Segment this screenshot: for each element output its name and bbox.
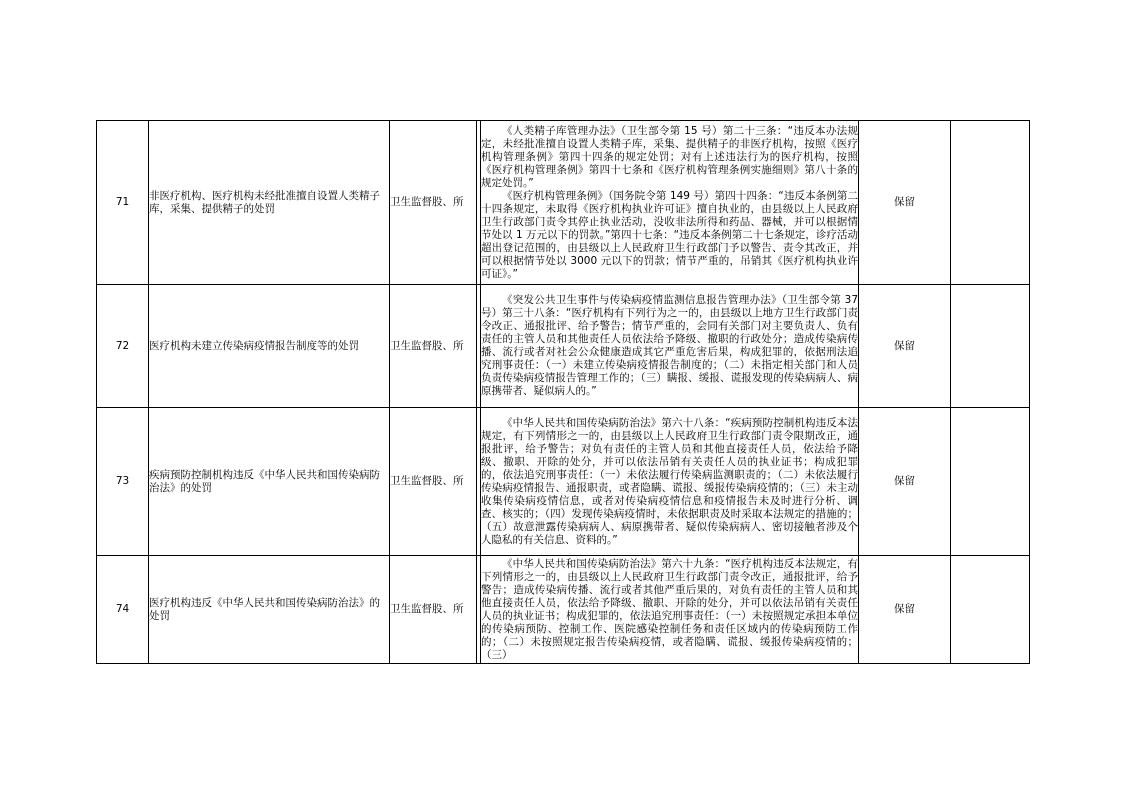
table-row <box>97 408 1030 556</box>
remarks-cell <box>951 285 1030 408</box>
basis-paragraph: 《医疗机构管理条例》（国务院令第 149 号）第四十四条：“违反本条例第二十四条规定，未取得《医疗机构执业许可证》擅自执业的，由县级以上人民政府卫生行政部门责令其停止执业活动，没收非法所得和药品、器械，并可以根据情节处以 1 万元以下的罚款。”第四十七条：“违反本条例第二十七条规定，诊疗活动超出登记范围的，由县级以上人民政府卫生行政部门予以警告、责令其改正，并可以根据情节处以 3000 元以下的罚款；情节严重的，吊销其《医疗机构执业许可证》。” <box>481 189 858 280</box>
status-cell: 保留 <box>859 556 951 664</box>
row-number: 72 <box>97 285 149 408</box>
basis-paragraph: 《中华人民共和国传染病防治法》第六十九条：“医疗机构违反本法规定，有下列情形之一的，由县级以上人民政府卫生行政部门责令改正，通报批评，给予警告；造成传染病传播、流行或者其他严重后果的，对负有责任的主管人员和其他直接责任人员，依法给予降级、撤职、开除的处分，并可以依法吊销有关责任人员的执业证书；构成犯罪的，依法追究刑事责任：（一）未按照规定承担本单位的传染病预防、控制工作、医院感染控制任务和责任区域内的传染病预防工作的；（二）未按照规定报告传染病疫情，或者隐瞒、谎报、缓报传染病疫情的；（三） <box>481 557 858 661</box>
item-name: 非医疗机构、医疗机构未经批准擅自设置人类精子库，采集、提供精子的处罚 <box>149 121 390 285</box>
item-name: 疾病预防控制机构违反《中华人民共和国传染病防治法》的处罚 <box>149 408 390 556</box>
remarks-cell <box>951 121 1030 285</box>
legal-basis <box>481 556 859 664</box>
row-number: 71 <box>97 121 149 285</box>
status-cell: 保留 <box>859 121 951 285</box>
department: 卫生监督股、所 <box>390 408 477 556</box>
legal-basis <box>481 121 859 285</box>
item-name: 医疗机构未建立传染病疫情报告制度等的处罚 <box>149 285 390 408</box>
table-row <box>97 556 1030 664</box>
department: 卫生监督股、所 <box>390 285 477 408</box>
row-number: 73 <box>97 408 149 556</box>
document-table <box>96 120 1030 664</box>
basis-paragraph: 《突发公共卫生事件与传染病疫情监测信息报告管理办法》（卫生部令第 37 号）第三十八条：“医疗机构有下列行为之一的，由县级以上地方卫生行政部门责令改正、通报批评、给予警告；情节严重的，会同有关部门对主要负责人、负有责任的主管人员和其他责任人员依法给予降级、撤职的行政处分；造成传染病传播、流行或者对社会公众健康造成其它严重危害后果，构成犯罪的，依据刑法追究刑事责任：（一）未建立传染病疫情报告制度的；（二）未指定相关部门和人员负责传染病疫情报告管理工作的；（三）瞒报、缓报、谎报发现的传染病病人、病原携带者、疑似病人的。” <box>481 294 858 397</box>
remarks-cell <box>951 408 1030 556</box>
item-name: 医疗机构违反《中华人民共和国传染病防治法》的处罚 <box>149 556 390 664</box>
legal-basis <box>481 408 859 556</box>
status-cell: 保留 <box>859 285 951 408</box>
legal-basis <box>481 285 859 408</box>
table-row <box>97 285 1030 408</box>
remarks-cell <box>951 556 1030 664</box>
department: 卫生监督股、所 <box>390 121 477 285</box>
status-cell: 保留 <box>859 408 951 556</box>
department: 卫生监督股、所 <box>390 556 477 664</box>
basis-paragraph: 《中华人民共和国传染病防治法》第六十八条：“疾病预防控制机构违反本法规定，有下列情形之一的，由县级以上人民政府卫生行政部门责令限期改正，通报批评，给予警告；对负有责任的主管人员和其他直接责任人员，依法给予降级、撤职、开除的处分，并可以依法吊销有关责任人员的执业证书；构成犯罪的，依法追究刑事责任：（一）未依法履行传染病监测职责的；（二）未依法履行传染病疫情报告、通报职责，或者隐瞒、谎报、缓报传染病疫情的；（三）未主动收集传染病疫情信息，或者对传染病疫情信息和疫情报告未及时进行分析、调查、核实的；（四）发现传染病疫情时，未依据职责及时采取本法规定的措施的；（五）故意泄露传染病病人、病原携带者、疑似传染病病人、密切接触者涉及个人隐私的有关信息、资料的。” <box>481 416 858 546</box>
table-row <box>97 121 1030 285</box>
row-number: 74 <box>97 556 149 664</box>
basis-paragraph: 《人类精子库管理办法》（卫生部令第 15 号）第二十三条：“违反本办法规定，未经批准擅自设置人类精子库，采集、提供精子的非医疗机构，按照《医疗机构管理条例》第四十四条的规定处罚；对有上述违法行为的医疗机构，按照《医疗机构管理条例》第四十七条和《医疗机构管理条例实施细则》第八十条的规定处罚。” <box>481 124 858 189</box>
